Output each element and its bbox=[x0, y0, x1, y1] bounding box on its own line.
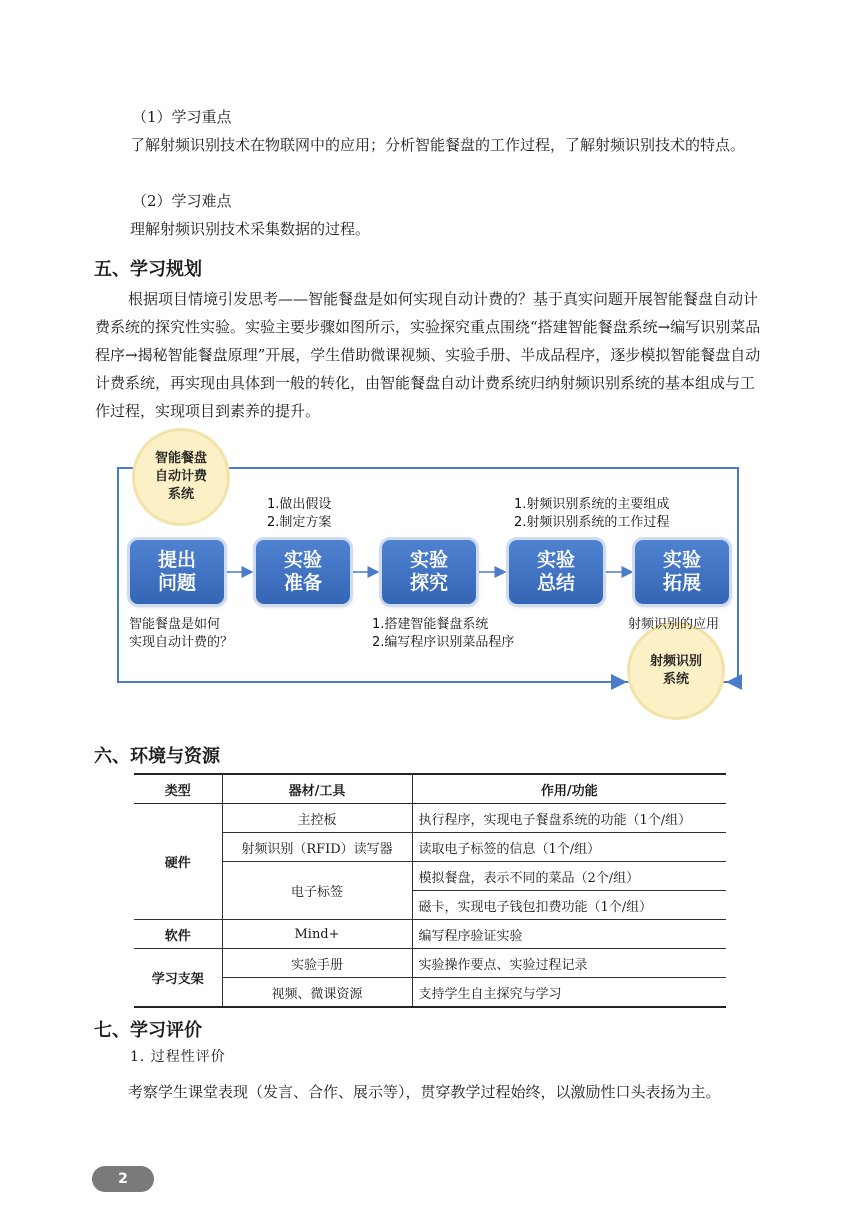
use-cell: 执行程序，实现电子餐盘系统的功能（1个/组） bbox=[412, 804, 726, 833]
note-explore: 1.搭建智能餐盘系统 2.编写程序识别菜品程序 bbox=[372, 617, 515, 650]
table-header: 类型 bbox=[134, 774, 222, 804]
step-summary: 实验 总结 bbox=[509, 540, 603, 604]
difficulty-title: （2）学习难点 bbox=[132, 192, 232, 210]
table-row bbox=[134, 920, 726, 949]
table-row bbox=[134, 949, 726, 978]
tool-cell: 主控板 bbox=[222, 804, 412, 833]
table-header-row bbox=[134, 774, 726, 804]
use-cell: 支持学生自主探究与学习 bbox=[412, 978, 726, 1008]
table-row bbox=[134, 978, 726, 1008]
tool-cell: 视频、微课资源 bbox=[222, 978, 412, 1008]
use-cell: 磁卡，实现电子钱包扣费功能（1个/组） bbox=[412, 891, 726, 920]
section-heading-evaluation: 七、学习评价 bbox=[94, 1020, 202, 1041]
table-header: 器材/工具 bbox=[222, 774, 412, 804]
note-prepare: 1.做出假设 2.制定方案 bbox=[267, 497, 332, 530]
end-circle: 射频识别 系统 bbox=[627, 622, 725, 720]
type-software: 软件 bbox=[134, 920, 222, 949]
step-prepare: 实验 准备 bbox=[256, 540, 350, 604]
step-extend: 实验 拓展 bbox=[635, 540, 729, 604]
difficulty-text: 理解射频识别技术采集数据的过程。 bbox=[130, 220, 371, 238]
table-row bbox=[134, 833, 726, 862]
focus-title: （1）学习重点 bbox=[132, 108, 232, 126]
focus-text: 了解射频识别技术在物联网中的应用；分析智能餐盘的工作过程，了解射频识别技术的特点。 bbox=[130, 136, 746, 154]
type-support: 学习支架 bbox=[134, 949, 222, 1008]
use-cell: 模拟餐盘，表示不同的菜品（2个/组） bbox=[412, 862, 726, 891]
learning-flow-diagram bbox=[110, 432, 750, 732]
section-heading-resources: 六、环境与资源 bbox=[94, 746, 220, 767]
table-row bbox=[134, 862, 726, 891]
page-number-badge: 2 bbox=[92, 1166, 154, 1192]
note-extend: 射频识别的应用 bbox=[628, 617, 720, 632]
use-cell: 实验操作要点、实验过程记录 bbox=[412, 949, 726, 978]
tool-cell: 实验手册 bbox=[222, 949, 412, 978]
evaluation-paragraph: 考察学生课堂表现（发言、合作、展示等），贯穿教学过程始终，以激励性口头表扬为主。 bbox=[128, 1083, 721, 1101]
tool-cell: Mind+ bbox=[222, 920, 412, 949]
evaluation-subtitle: 1. 过程性评价 bbox=[130, 1049, 226, 1065]
tool-cell: 电子标签 bbox=[222, 862, 412, 920]
step-raise-question: 提出 问题 bbox=[130, 540, 224, 604]
resources-table bbox=[134, 773, 726, 1008]
note-question: 智能餐盘是如何 实现自动计费的？ bbox=[129, 617, 234, 650]
type-hardware: 硬件 bbox=[134, 804, 222, 920]
table-row bbox=[134, 804, 726, 833]
table-header: 作用/功能 bbox=[412, 774, 726, 804]
step-explore: 实验 探究 bbox=[382, 540, 476, 604]
tool-cell: 射频识别（RFID）读写器 bbox=[222, 833, 412, 862]
use-cell: 读取电子标签的信息（1个/组） bbox=[412, 833, 726, 862]
section-heading-plan: 五、学习规划 bbox=[94, 259, 202, 280]
start-circle: 智能餐盘 自动计费 系统 bbox=[132, 428, 230, 526]
use-cell: 编写程序验证实验 bbox=[412, 920, 726, 949]
plan-paragraph: 根据项目情境引发思考——智能餐盘是如何实现自动计费的？基于真实问题开展智能餐盘自动计费系统的探究性实验。实验主要步骤如图所示，实验探究重点围绕“搭建智能餐盘系统→编写识别菜品程序→揭秘智能餐盘原理”开展，学生借助微课视频、实验手册、半成品程序，逐步模拟智能餐盘自动计费系统，再实现由具体到一般的转化，由智能餐盘自动计费系统归纳射频识别系统的基本组成与工作过程，实现项目到素养的提升。 bbox=[95, 290, 761, 420]
note-summary: 1.射频识别系统的主要组成 2.射频识别系统的工作过程 bbox=[514, 497, 670, 530]
